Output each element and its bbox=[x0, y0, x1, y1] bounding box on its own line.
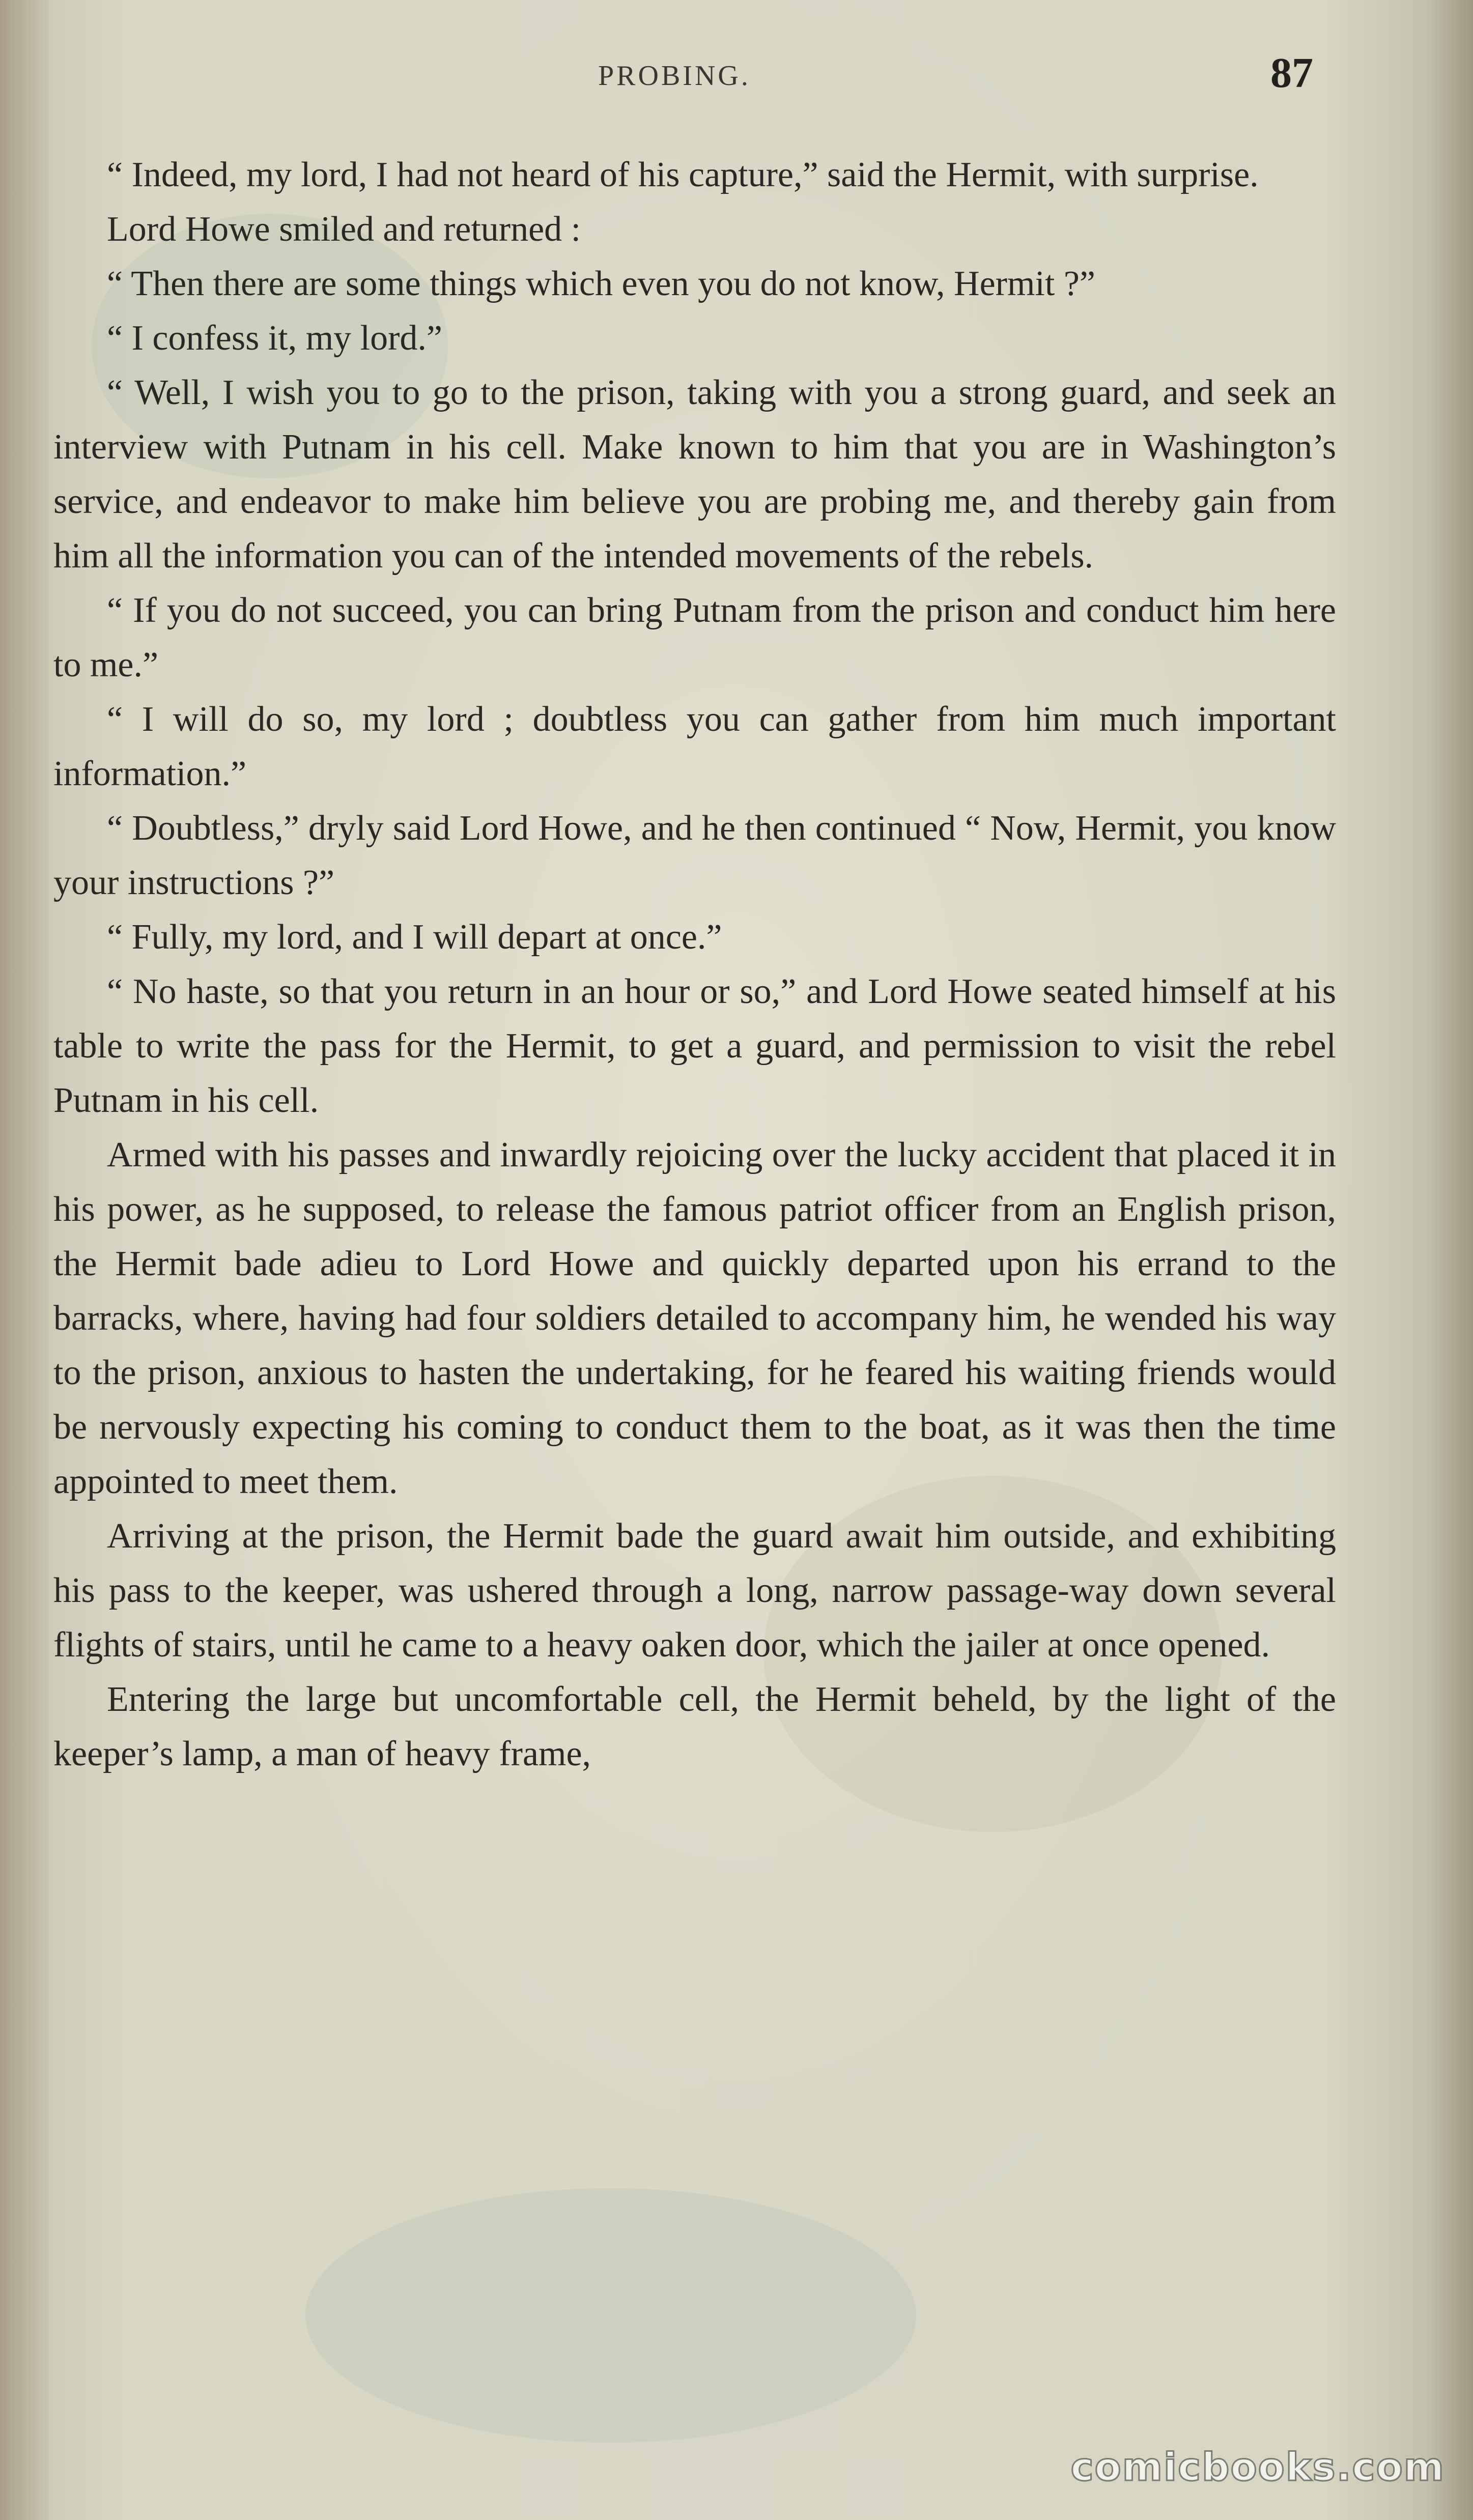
paragraph: “ Fully, my lord, and I will depart at once.” bbox=[107, 918, 722, 957]
paper-stain bbox=[305, 2188, 916, 2443]
paragraph: Lord Howe smiled and returned : bbox=[107, 210, 581, 249]
paragraph: “ No haste, so that you return in an hour or so,” and Lord Howe seated himself at his table to write the pass for the Hermit, to get a guard, and permission to visit the rebel Putnam in his cell. bbox=[53, 972, 1336, 1120]
watermark: comicbooks.com bbox=[1070, 2444, 1445, 2489]
paragraph: “ If you do not succeed, you can bring Putnam from the prison and conduct him here to me.” bbox=[53, 591, 1336, 684]
paragraph: “ Indeed, my lord, I had not heard of his capture,” said the Hermit, with surprise. bbox=[107, 155, 1259, 194]
page-number: 87 bbox=[1270, 49, 1313, 97]
paragraph: “ I will do so, my lord ; doubtless you can gather from him much important information.” bbox=[53, 700, 1336, 793]
running-head: PROBING. bbox=[598, 60, 751, 92]
page-header bbox=[61, 48, 1334, 109]
paragraph: “ Then there are some things which even you do not know, Hermit ?” bbox=[107, 264, 1095, 303]
paragraph: Entering the large but uncomfortable cell, the Hermit beheld, by the light of the keeper’s lamp, a man of heavy frame, bbox=[53, 1680, 1336, 1773]
paragraph: Armed with his passes and inwardly rejoicing over the lucky accident that placed it in his power, as he supposed, to release the famous patriot officer from an English prison, the Hermit bade adieu to Lord Howe and quickly departed upon his errand to the barracks, where, having had four soldiers detailed to accompany him, he wended his way to the prison, anxious to hasten the undertaking, for he feared his waiting friends would be nervously expecting his coming to conduct them to the boat, as it was then the time appointed to meet them. bbox=[53, 1135, 1336, 1501]
paragraph: “ Doubtless,” dryly said Lord Howe, and he then continued “ Now, Hermit, you know your instructions ?” bbox=[53, 809, 1336, 902]
paragraph: “ I confess it, my lord.” bbox=[107, 319, 442, 358]
body-text bbox=[53, 148, 1336, 1781]
paragraph: “ Well, I wish you to go to the prison, taking with you a strong guard, and seek an interview with Putnam in his cell. Make known to him that you are in Washington’s service, and endeavor to make him believe you are probing me, and thereby gain from him all the information you can of the intended movements of the rebels. bbox=[53, 373, 1336, 576]
paragraph: Arriving at the prison, the Hermit bade the guard await him outside, and exhibiting his pass to the keeper, was ushered through a long, narrow passage-way down several flights of stairs, until he came to a heavy oaken door, which the jailer at once opened. bbox=[53, 1516, 1336, 1665]
